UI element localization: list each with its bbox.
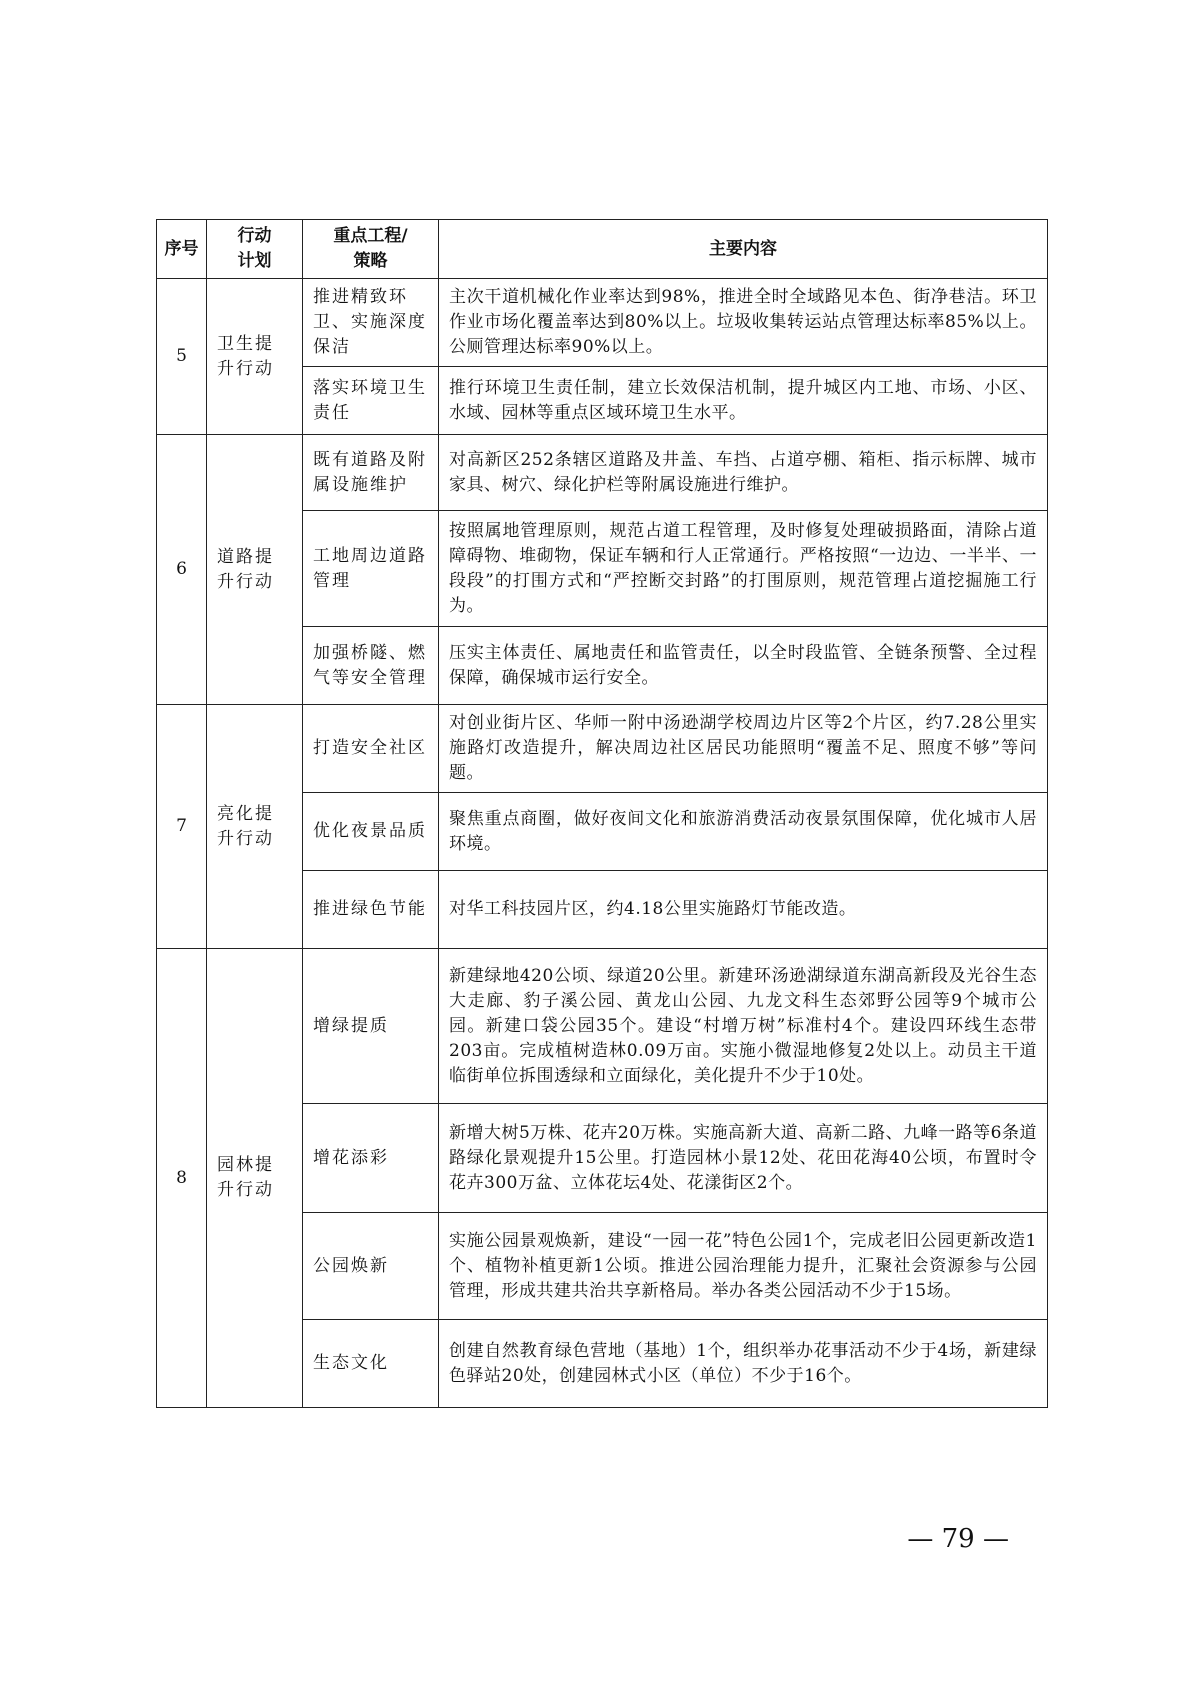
action-plan-cell: 园林提升行动: [207, 949, 303, 1408]
main-content-cell: 创建自然教育绿色营地（基地）1个，组织举办花事活动不少于4场，新建绿色驿站20处，创建园林式小区（单位）不少于16个。: [439, 1320, 1048, 1408]
header-plan-line2: 计划: [237, 251, 272, 271]
key-project-cell: 公园焕新: [303, 1213, 439, 1320]
key-project-cell: 推进精致环卫、实施深度保洁: [303, 279, 439, 367]
table-row: [157, 279, 1048, 367]
seq-number-cell: 7: [157, 705, 207, 949]
action-plan-cell: 亮化提升行动: [207, 705, 303, 949]
key-project-cell: 工地周边道路管理: [303, 511, 439, 627]
key-project-cell: 既有道路及附属设施维护: [303, 435, 439, 511]
key-project-cell: 打造安全社区: [303, 705, 439, 793]
header-content: 主要内容: [439, 220, 1048, 279]
main-content-cell: 主次干道机械化作业率达到98%，推进全时全域路见本色、街净巷洁。环卫作业市场化覆盖率达到80%以上。垃圾收集转运站点管理达标率85%以上。公厕管理达标率90%以上。: [439, 279, 1048, 367]
key-project-cell: 生态文化: [303, 1320, 439, 1408]
header-seq: 序号: [157, 220, 207, 279]
seq-number-cell: 8: [157, 949, 207, 1408]
table-row: [157, 705, 1048, 793]
main-content-cell: 聚焦重点商圈，做好夜间文化和旅游消费活动夜景氛围保障，优化城市人居环境。: [439, 793, 1048, 871]
header-project: [303, 220, 439, 279]
table-row: [157, 949, 1048, 1104]
main-content-cell: 对华工科技园片区，约4.18公里实施路灯节能改造。: [439, 871, 1048, 949]
seq-number-cell: 5: [157, 279, 207, 435]
key-project-cell: 优化夜景品质: [303, 793, 439, 871]
table-header-row: [157, 220, 1048, 279]
header-plan: [207, 220, 303, 279]
key-project-cell: 推进绿色节能: [303, 871, 439, 949]
main-content-cell: 实施公园景观焕新，建设“一园一花”特色公园1个，完成老旧公园更新改造1个、植物补植更新1公顷。推进公园治理能力提升，汇聚社会资源参与公园管理，形成共建共治共享新格局。举办各类公园活动不少于15场。: [439, 1213, 1048, 1320]
main-content-cell: 对高新区252条辖区道路及井盖、车挡、占道亭棚、箱柜、指示标牌、城市家具、树穴、绿化护栏等附属设施进行维护。: [439, 435, 1048, 511]
action-plan-cell: 卫生提升行动: [207, 279, 303, 435]
action-plan-table: [156, 219, 1048, 1408]
header-project-line1: 重点工程/: [333, 226, 408, 246]
main-content-cell: 新增大树5万株、花卉20万株。实施高新大道、高新二路、九峰一路等6条道路绿化景观提升15公里。打造园林小景12处、花田花海40公顷，布置时令花卉300万盆、立体花坛4处、花漾街区2个。: [439, 1104, 1048, 1213]
key-project-cell: 增绿提质: [303, 949, 439, 1104]
key-project-cell: 加强桥隧、燃气等安全管理: [303, 627, 439, 705]
main-content-cell: 按照属地管理原则，规范占道工程管理，及时修复处理破损路面，清除占道障碍物、堆砌物，保证车辆和行人正常通行。严格按照“一边边、一半半、一段段”的打围方式和“严控断交封路”的打围原则，规范管理占道挖掘施工行为。: [439, 511, 1048, 627]
table-body: [157, 279, 1048, 1408]
main-content-cell: 推行环境卫生责任制，建立长效保洁机制，提升城区内工地、市场、小区、水域、园林等重点区域环境卫生水平。: [439, 367, 1048, 435]
main-content-cell: 新建绿地420公顷、绿道20公里。新建环汤逊湖绿道东湖高新段及光谷生态大走廊、豹子溪公园、黄龙山公园、九龙文科生态郊野公园等9个城市公园。新建口袋公园35个。建设“村增万树”标准村4个。建设四环线生态带203亩。完成植树造林0.09万亩。实施小微湿地修复2处以上。动员主干道临街单位拆围透绿和立面绿化，美化提升不少于10处。: [439, 949, 1048, 1104]
action-plan-cell: 道路提升行动: [207, 435, 303, 705]
key-project-cell: 落实环境卫生责任: [303, 367, 439, 435]
table-row: [157, 435, 1048, 511]
page-number: — 79 —: [907, 1524, 1009, 1554]
main-content-cell: 压实主体责任、属地责任和监管责任，以全时段监管、全链条预警、全过程保障，确保城市运行安全。: [439, 627, 1048, 705]
key-project-cell: 增花添彩: [303, 1104, 439, 1213]
main-content-cell: 对创业街片区、华师一附中汤逊湖学校周边片区等2个片区，约7.28公里实施路灯改造提升，解决周边社区居民功能照明“覆盖不足、照度不够”等问题。: [439, 705, 1048, 793]
header-project-line2: 策略: [353, 251, 388, 271]
header-plan-line1: 行动: [237, 226, 272, 246]
seq-number-cell: 6: [157, 435, 207, 705]
